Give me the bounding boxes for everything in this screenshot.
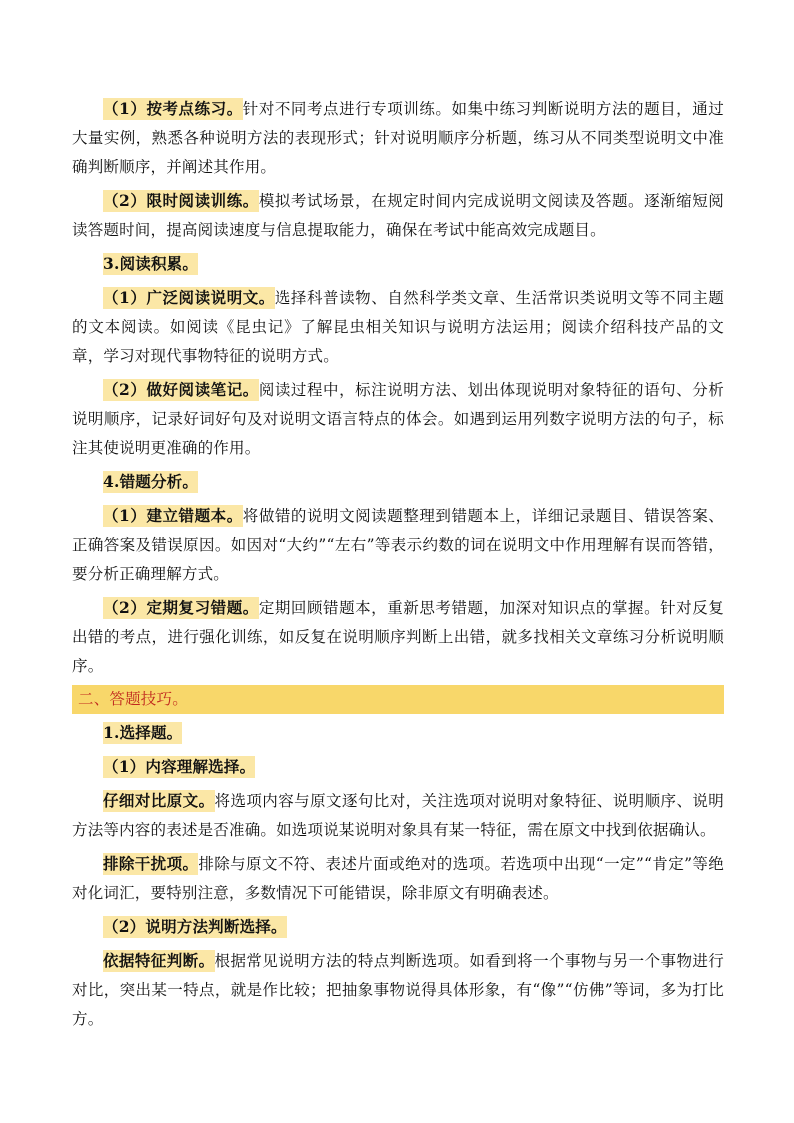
- paragraph-text: 阅读过程中，标注说明方法、划出体现说明对象特征的语句、分析说明顺序，记录好词好句及对说明文语言特点的体会。如遇到运用列数字说明方法的句子，标注其使说明更准确的作用。: [72, 381, 724, 457]
- paragraph-wide-reading: [72, 283, 724, 371]
- paragraph-text: 选择科普读物、自然科学类文章、生活常识类说明文等不同主题的文本阅读。如阅读《昆虫记》了解昆虫相关知识与说明方法运用；阅读介绍科技产品的文章，学习对现代事物特征的说明方式。: [72, 289, 724, 365]
- paragraph-compare-original: [72, 786, 724, 845]
- paragraph-text: 将做错的说明文阅读题整理到错题本上，详细记录题目、错误答案、正确答案及错误原因。如因对“大约”“左右”等表示约数的词在说明文中作用理解有误而答错，要分析正确理解方式。: [72, 507, 724, 583]
- paragraph-judge-by-features: [72, 946, 724, 1034]
- highlight-label: （2）限时阅读训练。: [103, 191, 259, 210]
- highlight-label: 3.阅读积累。: [103, 254, 199, 273]
- paragraph-text: 排除与原文不符、表述片面或绝对的选项。若选项中出现“一定”“肯定”等绝对化词汇，要特别注意，多数情况下可能错误，除非原文有明确表述。: [72, 855, 724, 902]
- highlight-label: （2）说明方法判断选择。: [103, 917, 287, 936]
- paragraph-text: 将选项内容与原文逐句比对，关注选项对说明对象特征、说明顺序、说明方法等内容的表述是否准确。如选项说某说明对象具有某一特征，需在原文中找到依据确认。: [72, 792, 725, 839]
- paragraph-timed-reading: [72, 186, 724, 245]
- highlight-label: 依据特征判断。: [103, 951, 215, 970]
- highlight-label: （2）定期复习错题。: [103, 598, 259, 617]
- highlight-label: （2）做好阅读笔记。: [103, 380, 259, 399]
- paragraph-text: 定期回顾错题本，重新思考错题，加深对知识点的掌握。针对反复出错的考点，进行强化训练，如反复在说明顺序判断上出错，就多找相关文章练习分析说明顺序。: [72, 599, 724, 675]
- paragraph-text: 模拟考试场景，在规定时间内完成说明文阅读及答题。逐渐缩短阅读答题时间，提高阅读速度与信息提取能力，确保在考试中能高效完成题目。: [72, 192, 724, 239]
- subheading-error-analysis: [72, 467, 724, 497]
- subheading-content-comprehension: [72, 752, 724, 782]
- section-title: 答题技巧。: [109, 690, 188, 708]
- highlight-label: 仔细对比原文。: [103, 791, 215, 810]
- paragraph-review-errors: [72, 593, 724, 681]
- paragraph-practice-by-topic: [72, 94, 724, 182]
- subheading-method-judgement: [72, 912, 724, 942]
- highlight-label: （1）内容理解选择。: [103, 757, 256, 776]
- subheading-multiple-choice: [72, 718, 724, 748]
- paragraph-text: 针对不同考点进行专项训练。如集中练习判断说明方法的题目，通过大量实例，熟悉各种说明方法的表现形式；针对说明顺序分析题，练习从不同类型说明文中准确判断顺序，并阐述其作用。: [72, 100, 724, 176]
- highlight-label: （1）建立错题本。: [103, 506, 243, 525]
- paragraph-eliminate-distractors: [72, 849, 724, 908]
- section-number: 二、: [78, 690, 110, 708]
- highlight-label: 4.错题分析。: [103, 472, 199, 491]
- highlight-label: 排除干扰项。: [103, 854, 199, 873]
- highlight-label: 1.选择题。: [103, 723, 183, 742]
- highlight-label: （1）按考点练习。: [103, 99, 243, 118]
- document-page: [72, 94, 724, 1038]
- paragraph-text: 根据常见说明方法的特点判断选项。如看到将一个事物与另一个事物进行对比，突出某一特点，就是作比较；把抽象事物说得具体形象，有“像”“仿佛”等词，多为打比方。: [72, 952, 725, 1028]
- paragraph-error-book: [72, 501, 724, 589]
- section-heading-answer-skills: [72, 685, 724, 714]
- highlight-label: （1）广泛阅读说明文。: [103, 288, 275, 307]
- paragraph-reading-notes: [72, 375, 724, 463]
- subheading-reading-accumulation: [72, 249, 724, 279]
